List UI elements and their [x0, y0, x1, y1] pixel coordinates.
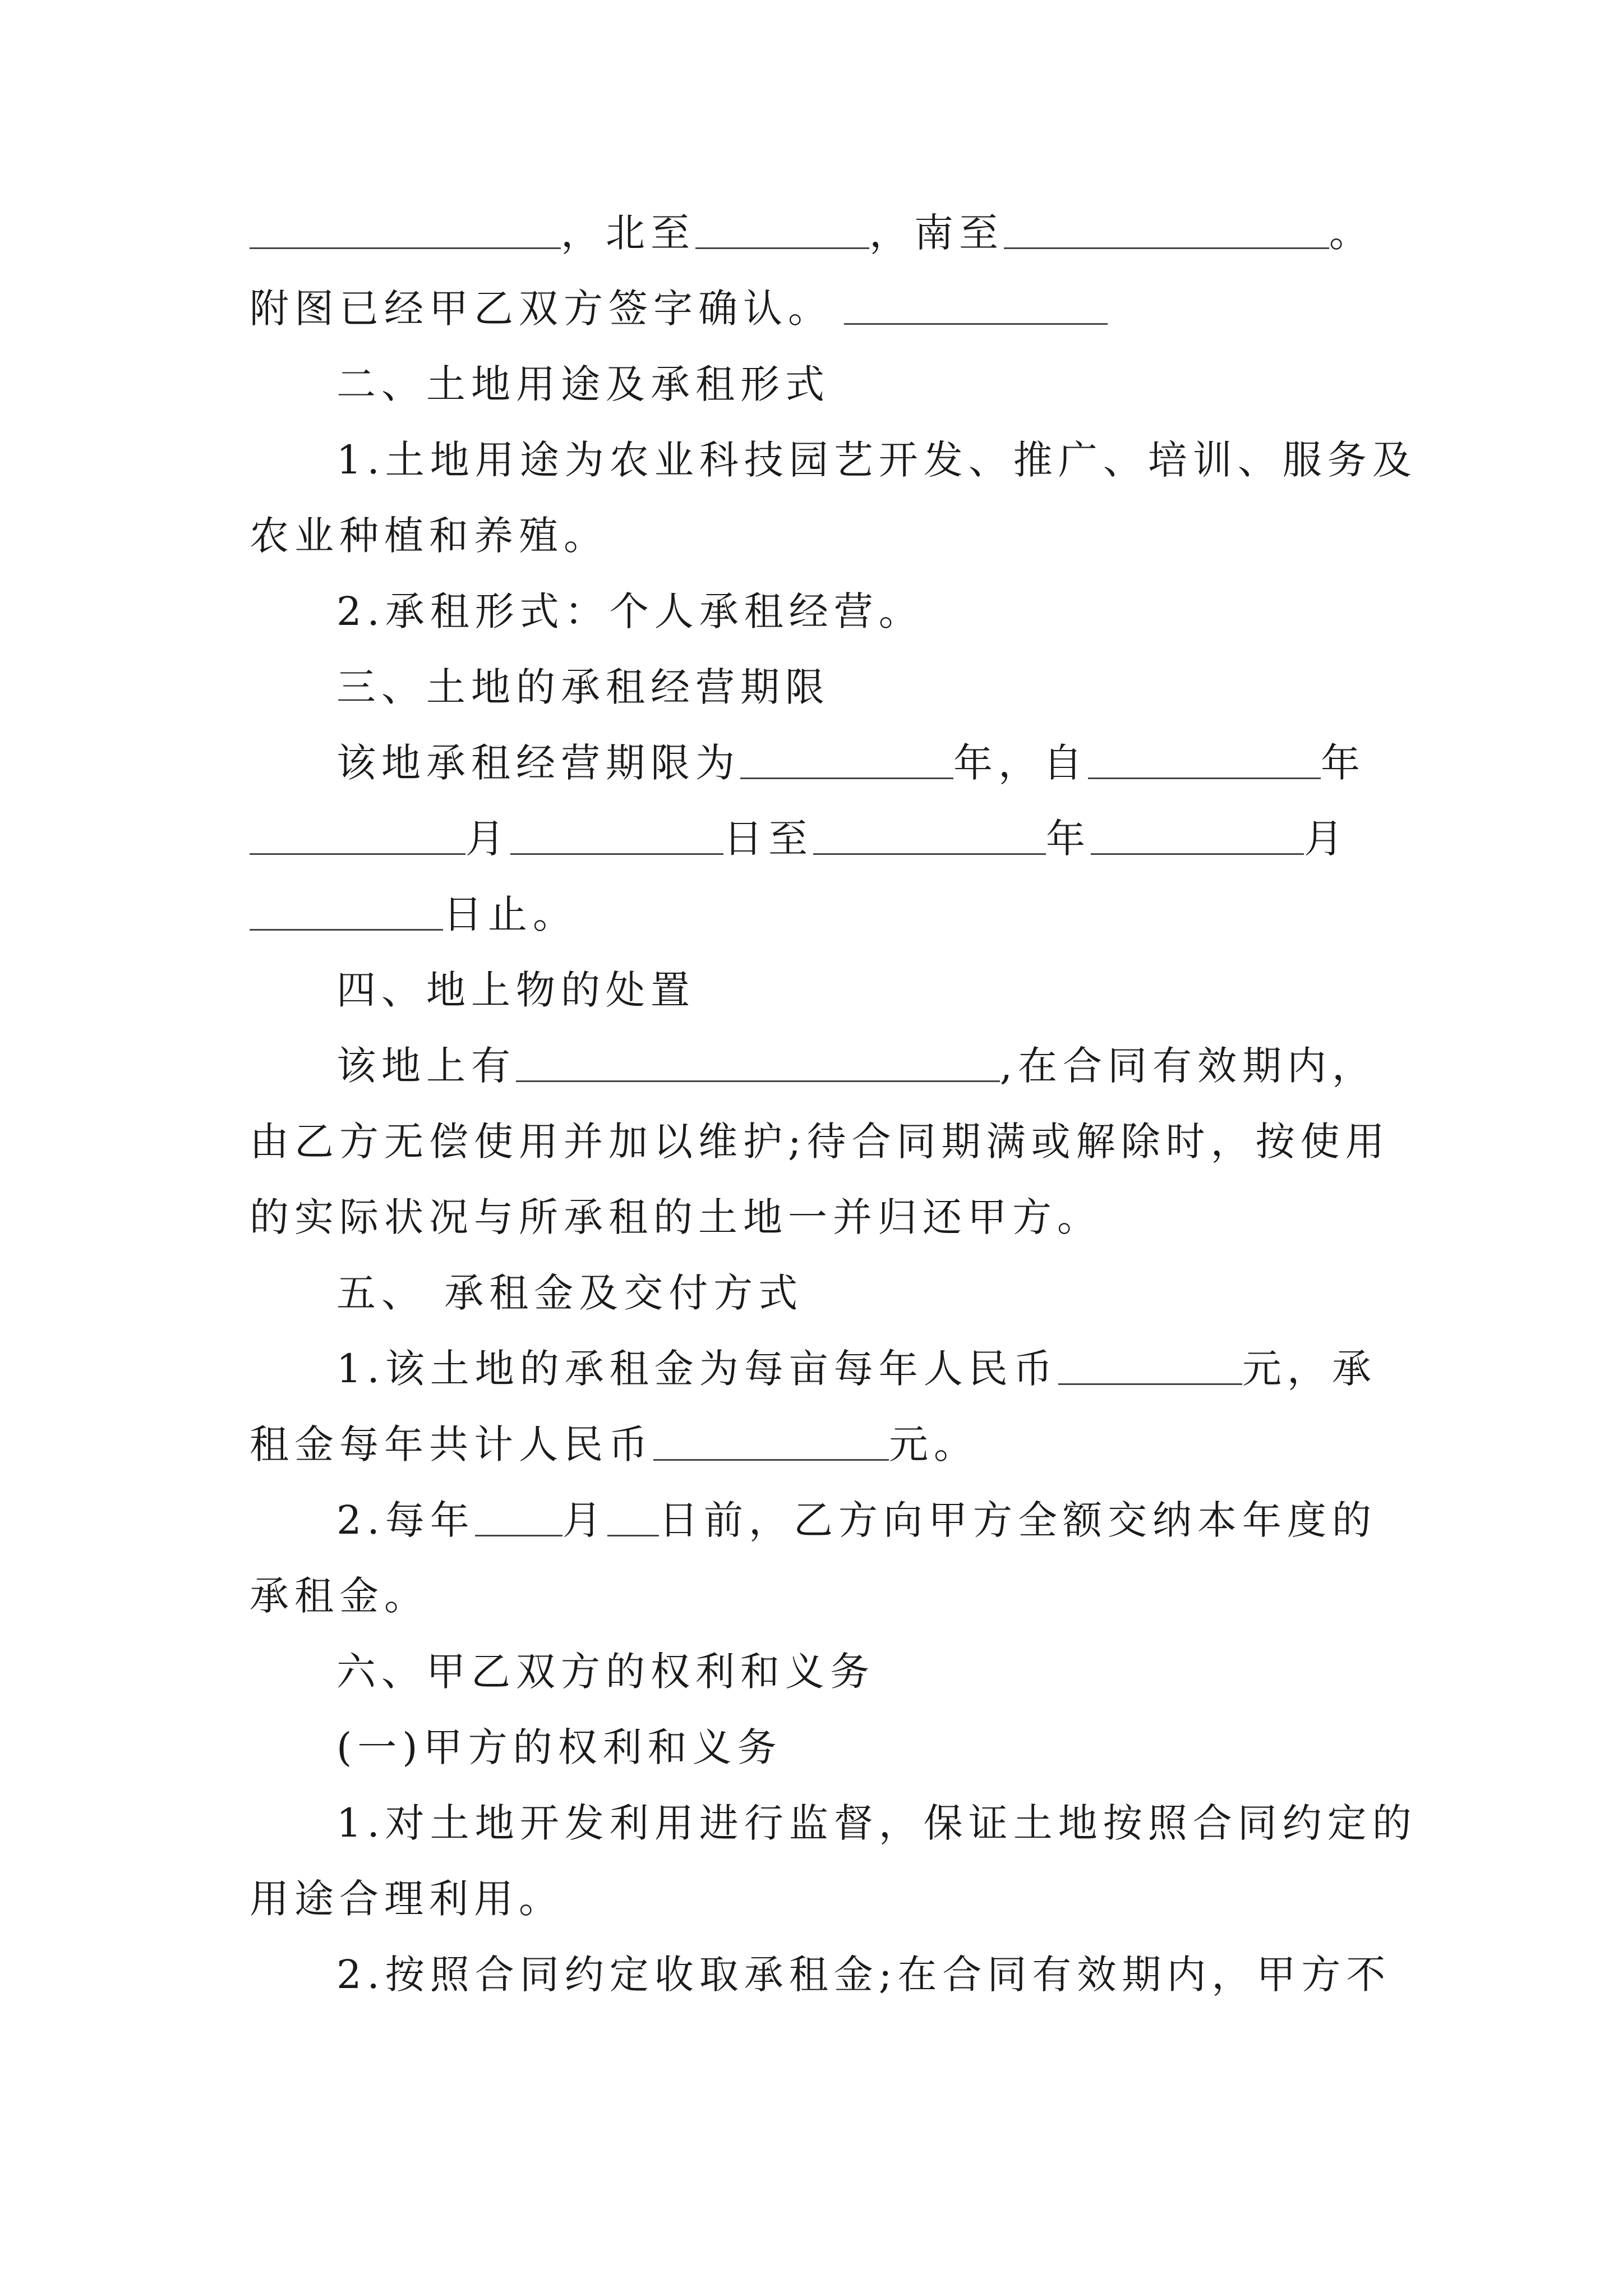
heading-text: 三、土地的承租经营期限 — [336, 664, 830, 710]
heading-text: 二、土地用途及承租形式 — [336, 361, 830, 407]
paragraph-line — [250, 1029, 1377, 1091]
paragraph-line — [250, 1938, 1391, 2000]
section-heading — [250, 1257, 1377, 1318]
text-north: ，北至 — [561, 210, 695, 256]
paragraph-text: 该地上有 — [336, 1043, 516, 1089]
paragraph-text: 由乙方无偿使用并加以维护;待合同期满或解除时，按使用 — [250, 1119, 1390, 1165]
paragraph-line — [250, 1105, 1390, 1167]
paragraph-text: 月 — [562, 1497, 607, 1543]
paragraph-line — [250, 1787, 1417, 1848]
blank-field — [250, 853, 465, 855]
paragraph-text: 附图已经甲乙双方签字确认。 — [250, 286, 833, 332]
paragraph-text: 2.承租形式：个人承租经营。 — [336, 588, 924, 634]
blank-field — [510, 853, 723, 855]
paragraph-text: 日前，乙方向甲方全额交纳本年度的 — [659, 1497, 1377, 1543]
term-line — [250, 878, 1377, 940]
blank-field — [516, 1080, 1000, 1082]
blank-field — [740, 777, 953, 779]
paragraph-text: 1.土地用途为农业科技园艺开发、推广、培训、服务及 — [336, 437, 1417, 483]
paragraph-text: 日至 — [723, 816, 813, 862]
paragraph-text: 年 — [1321, 740, 1366, 786]
section-heading — [250, 954, 1377, 1015]
paragraph-text: 的实际状况与所承租的土地一并归还甲方。 — [250, 1194, 1102, 1240]
paragraph-text: 农业种植和养殖。 — [250, 513, 608, 559]
paragraph-text: 元。 — [889, 1421, 979, 1467]
paragraph-line — [250, 575, 1377, 637]
paragraph-text: 月 — [1304, 816, 1349, 862]
paragraph-text: 1.对土地开发利用进行监督，保证土地按照合同约定的 — [336, 1800, 1417, 1846]
paragraph-text: 元，承 — [1242, 1346, 1377, 1392]
paragraph-line — [250, 1181, 1377, 1243]
paragraph-text: 年，自 — [953, 740, 1088, 786]
paragraph-text: 1.该土地的承租金为每亩每年人民币 — [336, 1346, 1058, 1392]
heading-text: 五、 承租金及交付方式 — [336, 1270, 804, 1316]
attachment-line — [250, 272, 1377, 334]
paragraph-line — [250, 1862, 1377, 1924]
blank-field — [653, 1458, 889, 1461]
text-period: 。 — [1329, 210, 1374, 256]
paragraph-text: 2.按照合同约定收取承租金;在合同有效期内，甲方不 — [336, 1952, 1391, 1998]
section-heading — [250, 651, 1377, 712]
section-heading — [250, 348, 1377, 409]
section-heading — [250, 1635, 1377, 1697]
paragraph-text: 月 — [465, 816, 510, 862]
paragraph-text: 用途合理利用。 — [250, 1876, 564, 1922]
blank-field — [844, 323, 1108, 325]
paragraph-text: 租金每年共计人民币 — [250, 1421, 653, 1467]
blank-field — [1058, 1383, 1242, 1385]
boundary-line — [250, 196, 1377, 258]
term-line — [250, 726, 1377, 788]
paragraph-text: 承租金。 — [250, 1573, 429, 1619]
heading-text: (一)甲方的权利和义务 — [336, 1724, 782, 1770]
blank-field — [1091, 853, 1304, 855]
blank-field — [250, 928, 443, 931]
paragraph-text: 年 — [1046, 816, 1091, 862]
heading-text: 四、地上物的处置 — [336, 967, 695, 1013]
paragraph-line — [250, 1559, 1377, 1621]
blank-field — [1004, 247, 1329, 249]
heading-text: 六、甲乙双方的权利和义务 — [336, 1649, 875, 1695]
paragraph-line — [250, 1484, 1377, 1545]
blank-field — [607, 1534, 659, 1536]
blank-field — [813, 853, 1046, 855]
paragraph-line — [250, 1332, 1377, 1394]
subsection-heading — [250, 1711, 1377, 1773]
term-line — [250, 802, 1377, 864]
paragraph-line — [250, 499, 1377, 561]
paragraph-text: 该地承租经营期限为 — [336, 740, 740, 786]
paragraph-text: 2.每年 — [336, 1497, 475, 1543]
paragraph-text: 日止。 — [443, 891, 578, 937]
blank-field — [475, 1534, 562, 1536]
paragraph-text: ,在合同有效期内， — [999, 1043, 1377, 1089]
text-south: ，南至 — [869, 210, 1004, 256]
paragraph-line — [250, 424, 1417, 485]
blank-field — [695, 247, 869, 249]
paragraph-line — [250, 1408, 1377, 1470]
blank-field — [1088, 777, 1321, 779]
blank-field — [250, 247, 561, 249]
